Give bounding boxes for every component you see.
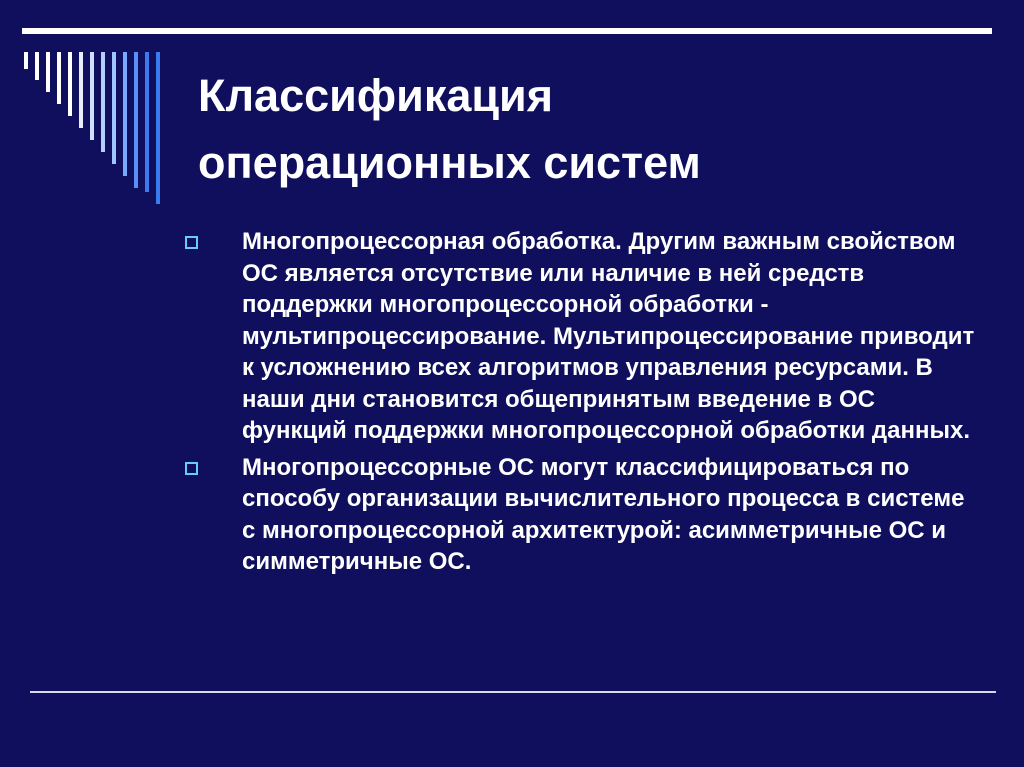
hollow-square-bullet-icon xyxy=(185,462,198,475)
stripe xyxy=(145,52,149,192)
stripe xyxy=(134,52,138,188)
stripe xyxy=(112,52,116,164)
stripe xyxy=(79,52,83,128)
bullet-text: Многопроцессорная обработка. Другим важным свойством ОС является отсутствие или наличие в ней средств поддержки многопроцессорной обработки - мультипроцессирование. Мультипроцессирование приводит к усложнению всех алгоритмов управления ресурсами. В наши дни становится общепринятым введение в ОС функций поддержки многопроцессорной обработки данных. xyxy=(242,228,975,444)
bottom-divider-line xyxy=(30,691,996,693)
stripe xyxy=(57,52,61,104)
slide-title-line-1: Классификация xyxy=(198,70,553,121)
bullet-item-multiprocessor-os xyxy=(185,452,975,578)
bullet-text: Многопроцессорные ОС могут классифицироваться по способу организации вычислительного процесса в системе с многопроцессорной архитектурой: асимметричные ОС и симметричные ОС. xyxy=(242,453,965,575)
stripe xyxy=(24,52,28,69)
stripe xyxy=(123,52,127,176)
stripe xyxy=(156,52,160,204)
bullet-list xyxy=(185,226,975,583)
hollow-square-bullet-icon xyxy=(185,236,198,249)
slide-title xyxy=(198,62,978,196)
stripe xyxy=(35,52,39,80)
stripe xyxy=(68,52,72,116)
stripe xyxy=(101,52,105,152)
bullet-item-multiprocessing xyxy=(185,226,975,447)
stripe xyxy=(46,52,50,92)
decorative-stripes xyxy=(0,0,200,220)
stripe xyxy=(90,52,94,140)
slide-title-line-2: операционных систем xyxy=(198,137,701,188)
